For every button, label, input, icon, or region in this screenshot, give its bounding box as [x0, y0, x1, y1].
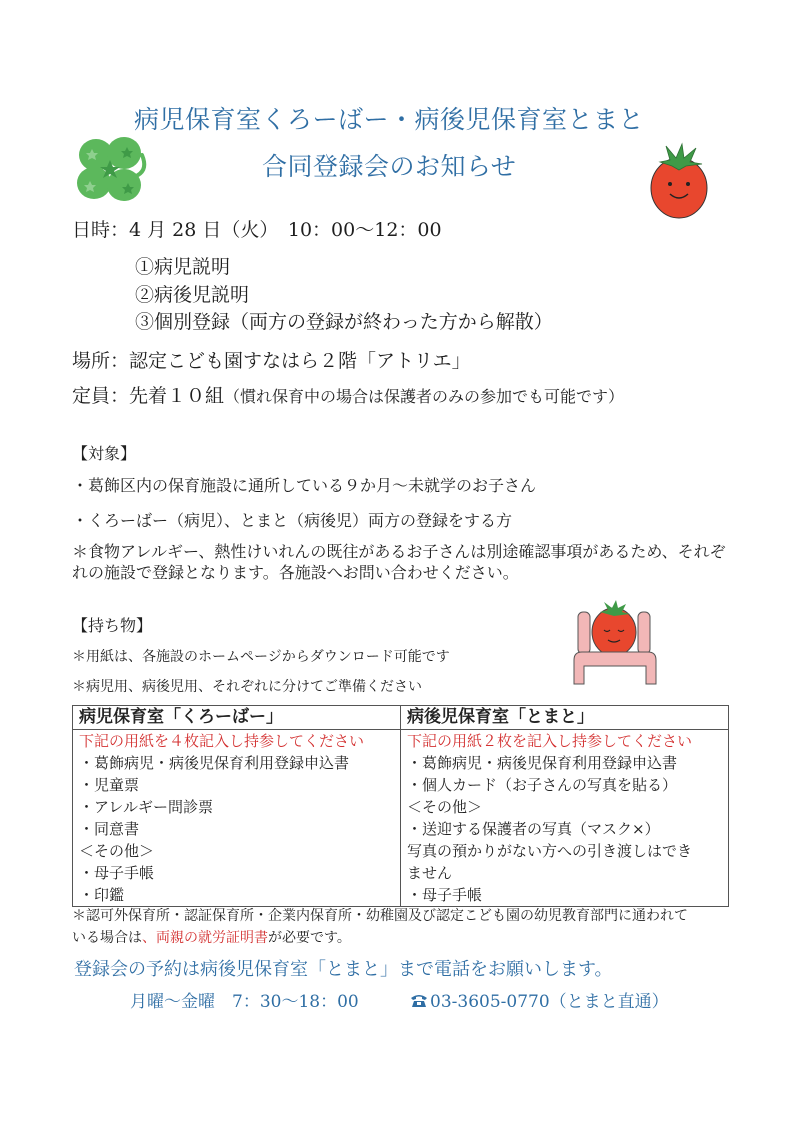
sleeping-tomato-icon — [568, 600, 668, 685]
footnote-line-1: ＊認可外保育所・認証保育所・企業内保育所・幼稚園及び認定こども園の幼児教育部門に通われて — [72, 908, 688, 924]
datetime: 日時：4 月 28 日（火） 10：00〜12：00 — [72, 219, 442, 241]
work-certificate-highlight: 、両親の就労証明書 — [142, 930, 268, 946]
business-hours: 月曜〜金曜 7：30〜18：00 — [130, 992, 359, 1012]
column-header-clover: 病児保育室「くろーばー」 — [73, 706, 401, 730]
clover-icon — [72, 135, 154, 205]
list-item: ません — [407, 864, 453, 882]
phone-contact[interactable] — [410, 987, 669, 1012]
list-item: ＜その他＞ — [407, 798, 483, 816]
belongings-note-1: ＊用紙は、各施設のホームページからダウンロード可能です — [72, 649, 450, 665]
target-heading: 【対象】 — [72, 444, 137, 463]
list-item: ・母子手帳 — [407, 886, 483, 904]
telephone-icon — [410, 993, 428, 1008]
capacity — [72, 381, 624, 408]
target-item-1: ・葛飾区内の保育施設に通所している９か月〜未就学のお子さん — [72, 476, 537, 495]
footnote-suffix: が必要です。 — [268, 930, 351, 946]
list-item: ・葛飾病児・病後児保育利用登録申込書 — [79, 754, 350, 772]
tomato-instruction: 下記の用紙２枚を記入し持参してください — [407, 732, 693, 750]
step-2: ②病後児説明 — [135, 284, 250, 306]
capacity-note: （慣れ保育中の場合は保護者のみの参加でも可能です） — [224, 387, 625, 406]
reservation-message: 登録会の予約は病後児保育室「とまと」まで電話をお願いします。 — [74, 959, 613, 980]
belongings-note-2: ＊病児用、病後児用、それぞれに分けてご準備ください — [72, 679, 422, 695]
step-1: ①病児説明 — [135, 256, 231, 278]
required-items-table — [72, 705, 729, 907]
tomato-column — [401, 730, 729, 907]
clover-instruction: 下記の用紙を４枚記入し持参してください — [79, 732, 365, 750]
list-item: ・葛飾病児・病後児保育利用登録申込書 — [407, 754, 678, 772]
clover-column — [73, 730, 401, 907]
list-item: ・児童票 — [79, 776, 140, 794]
footnote-line-2 — [72, 927, 351, 947]
list-item: ・印鑑 — [79, 886, 125, 904]
place: 場所：認定こども園すなはら２階「アトリエ」 — [72, 350, 471, 372]
allergy-note: ＊食物アレルギー、熱性けいれんの既往があるお子さんは別途確認事項があるため、それぞれの施設で登録となります。各施設へお問い合わせください。 — [72, 542, 726, 582]
list-item: ・アレルギー問診票 — [79, 798, 214, 816]
target-item-2: ・くろーばー（病児）、とまと（病後児）両方の登録をする方 — [72, 511, 513, 530]
step-3: ③個別登録（両方の登録が終わった方から解散） — [135, 311, 553, 333]
list-item: ・送迎する保護者の写真（マスク×） — [407, 820, 660, 838]
capacity-label: 定員：先着１０組 — [72, 385, 225, 407]
footnote-prefix: いる場合は — [72, 930, 142, 946]
list-item: ＜その他＞ — [79, 842, 155, 860]
column-header-tomato: 病後児保育室「とまと」 — [401, 706, 729, 730]
title-line-1: 病児保育室くろーばー・病後児保育室とまと — [134, 105, 645, 134]
tomato-icon — [646, 140, 712, 220]
list-item: ・母子手帳 — [79, 864, 155, 882]
list-item: ・個人カード（お子さんの写真を貼る） — [407, 776, 678, 794]
belongings-heading: 【持ち物】 — [72, 616, 153, 635]
list-item: 写真の預かりがない方への引き渡しはでき — [407, 842, 693, 860]
list-item: ・同意書 — [79, 820, 140, 838]
phone-number: 03-3605-0770（とまと直通） — [430, 992, 669, 1012]
title-line-2: 合同登録会のお知らせ — [262, 152, 517, 181]
